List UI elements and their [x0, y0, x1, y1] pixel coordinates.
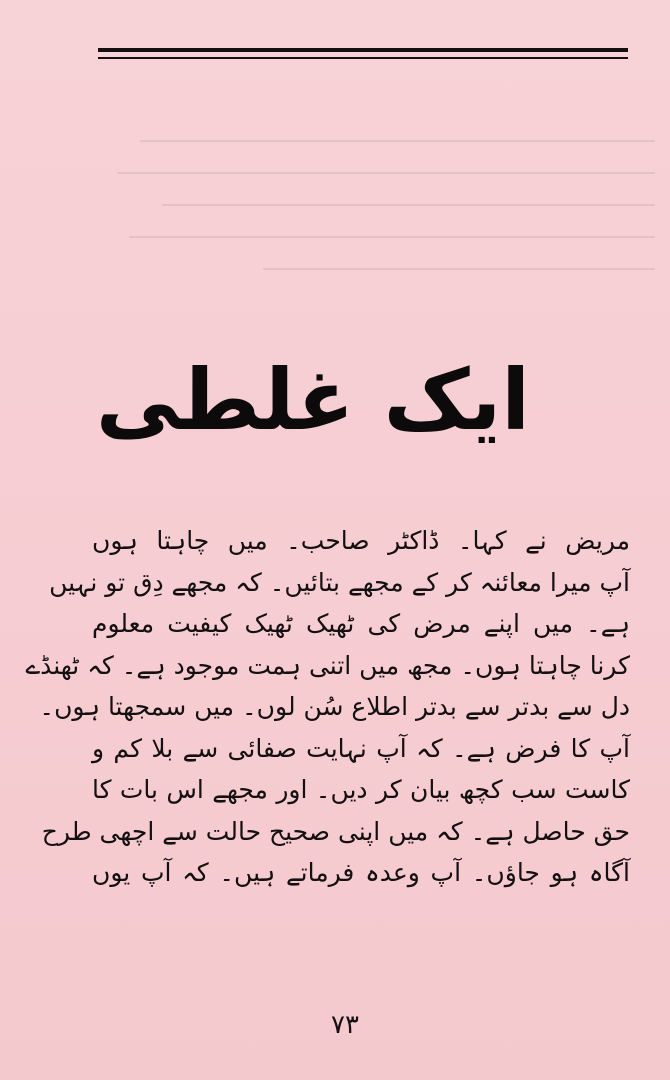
header-rule-thick — [98, 48, 628, 52]
body-line: آگاہ ہو جاؤں۔ آپ وعدہ فرماتے ہیں۔ کہ آپ یوں — [92, 858, 630, 887]
body-line: آپ کا فرض ہے۔ کہ آپ نہایت صفائی سے بلا کم و — [92, 733, 630, 763]
body-line: ہے۔ میں اپنے مرض کی ٹھیک ٹھیک کیفیت معلوم — [92, 609, 630, 638]
body-line: دل سے بدتر سے بدتر اطلاع سُن لوں۔ میں سمجھتا ہوں۔ — [39, 692, 630, 721]
chapter-title: ایک غلطی — [95, 351, 530, 449]
bleed-through-text — [95, 110, 655, 310]
page-number: ۷۳ — [331, 1010, 359, 1040]
body-line: کرنا چاہتا ہوں۔ مجھ میں اتنی ہمت موجود ہے۔ کہ ٹھنڈے — [25, 650, 630, 680]
body-line: کاست سب کچھ بیان کر دیں۔ اور مجھے اس بات کا — [92, 775, 630, 804]
header-rule-thin — [98, 57, 628, 59]
body-line: مریض نے کہا۔ ڈاکٹر صاحب۔ میں چاہتا ہوں — [92, 526, 630, 555]
chapter-body — [25, 520, 630, 894]
body-line: حق حاصل ہے۔ کہ میں اپنی صحیح حالت سے اچھی طرح — [41, 816, 630, 846]
body-line: آپ میرا معائنہ کر کے مجھے بتائیں۔ کہ مجھے دِق تو نہیں — [49, 567, 630, 597]
